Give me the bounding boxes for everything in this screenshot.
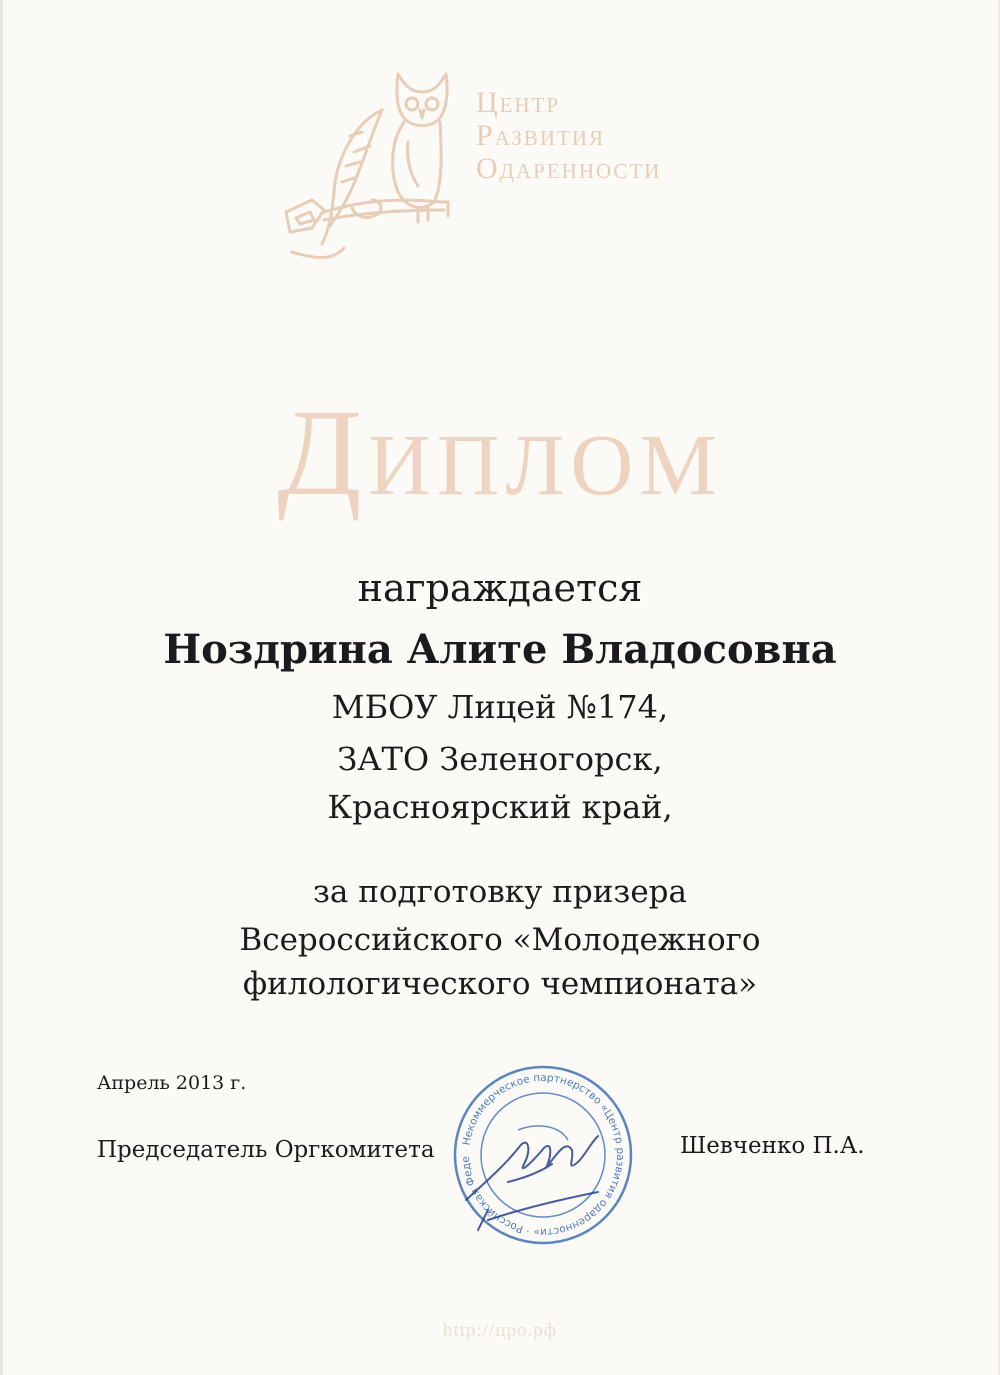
recipient-name: Ноздрина Алите Владосовна: [163, 626, 837, 673]
reason-line-2: Всероссийского «Молодежного: [239, 922, 761, 958]
round-seal: [448, 1060, 638, 1250]
logo-line-1: Центр: [476, 86, 561, 119]
signer-name: Шевченко П.А.: [680, 1133, 865, 1159]
logo-line-2: Развития: [476, 119, 606, 152]
round-seal-icon: [448, 1060, 638, 1250]
reason-line-3: филологического чемпионата»: [242, 966, 758, 1002]
seal-outer-text: Некоммерческое партнерство «Центр развития одаренности» · Российская Феде: [459, 1071, 627, 1239]
address-line-1: МБОУ Лицей №174,: [331, 688, 669, 726]
chair-label: Председатель Оргкомитета: [97, 1137, 435, 1163]
reason-line-1: за подготовку призера: [312, 874, 688, 910]
logo-text: [476, 86, 661, 185]
address-line-2: ЗАТО Зеленогорск,: [337, 740, 663, 778]
logo-line-3: Одаренности: [476, 152, 662, 185]
address-line-3: Красноярский край,: [327, 788, 673, 826]
owl-with-key-icon: [272, 62, 482, 272]
issue-date: Апрель 2013 г.: [97, 1072, 247, 1094]
awarded-text: награждается: [357, 566, 643, 610]
organization-logo: [272, 62, 712, 272]
website-url: http://цро.рф: [442, 1320, 558, 1341]
diploma-title: Диплом: [277, 384, 723, 521]
